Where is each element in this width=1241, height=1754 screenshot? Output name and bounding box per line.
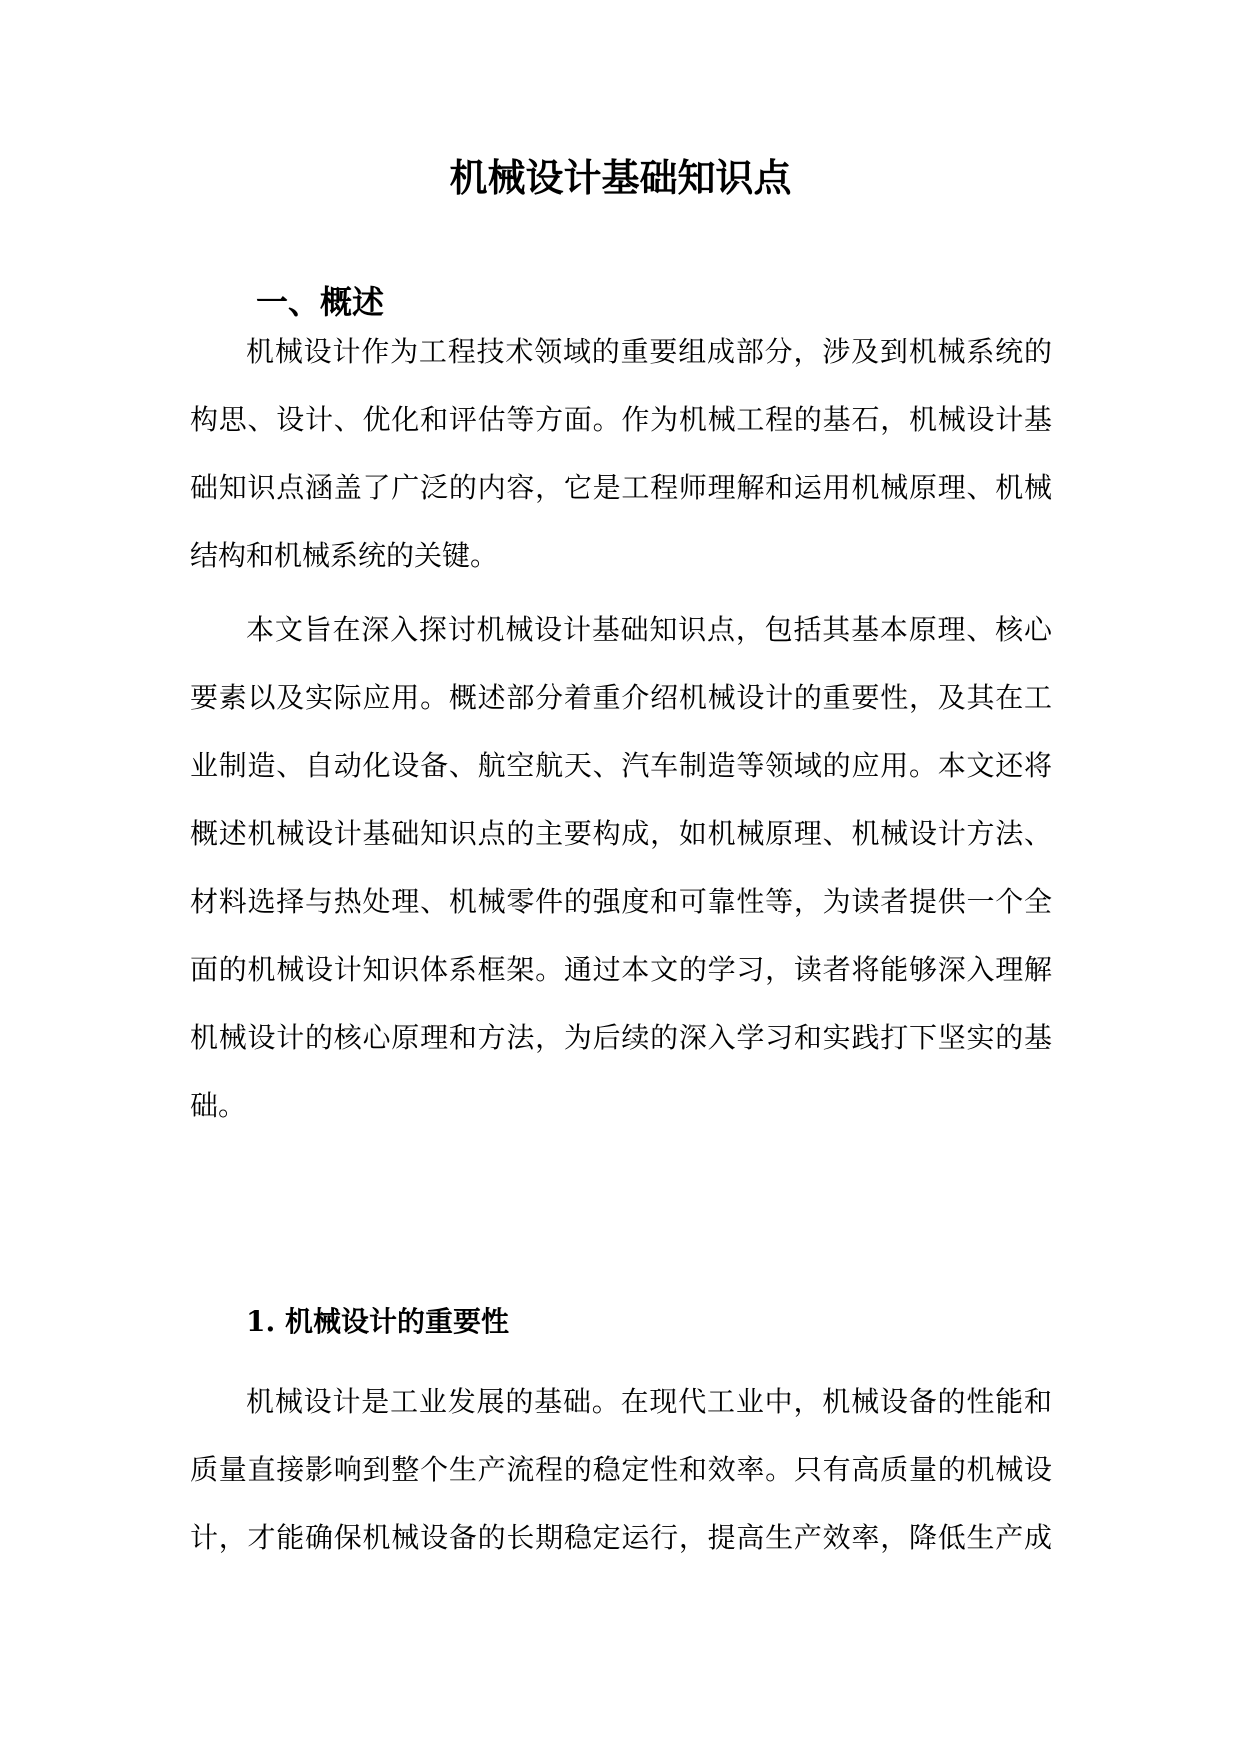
paragraph-line: 要素以及实际应用。概述部分着重介绍机械设计的重要性，及其在工	[190, 681, 1052, 714]
paragraph-line: 机械设计的核心原理和方法，为后续的深入学习和实践打下坚实的基	[190, 1021, 1052, 1054]
paragraph-line: 机械设计作为工程技术领域的重要组成部分，涉及到机械系统的	[246, 335, 1052, 368]
paragraph-line: 质量直接影响到整个生产流程的稳定性和效率。只有高质量的机械设	[190, 1453, 1052, 1486]
paragraph-line: 面的机械设计知识体系框架。通过本文的学习，读者将能够深入理解	[190, 953, 1052, 986]
paragraph-line: 机械设计是工业发展的基础。在现代工业中，机械设备的性能和	[246, 1385, 1052, 1418]
paragraph-line: 结构和机械系统的关键。	[190, 539, 499, 572]
paragraph-line: 本文旨在深入探讨机械设计基础知识点，包括其基本原理、核心	[246, 613, 1052, 646]
paragraph-line: 础知识点涵盖了广泛的内容，它是工程师理解和运用机械原理、机械	[190, 471, 1052, 504]
paragraph-line: 础。	[190, 1089, 247, 1122]
paragraph-line: 计，才能确保机械设备的长期稳定运行，提高生产效率，降低生产成	[190, 1521, 1052, 1554]
paragraph-line: 业制造、自动化设备、航空航天、汽车制造等领域的应用。本文还将	[190, 749, 1052, 782]
document-title: 机械设计基础知识点	[449, 155, 792, 200]
subheading-importance: 1. 机械设计的重要性	[246, 1305, 509, 1338]
section-heading-overview: 一、概述	[256, 283, 385, 321]
paragraph-line: 构思、设计、优化和评估等方面。作为机械工程的基石，机械设计基	[190, 403, 1052, 436]
paragraph-line: 概述机械设计基础知识点的主要构成，如机械原理、机械设计方法、	[190, 817, 1052, 850]
paragraph-line: 材料选择与热处理、机械零件的强度和可靠性等，为读者提供一个全	[190, 885, 1052, 918]
